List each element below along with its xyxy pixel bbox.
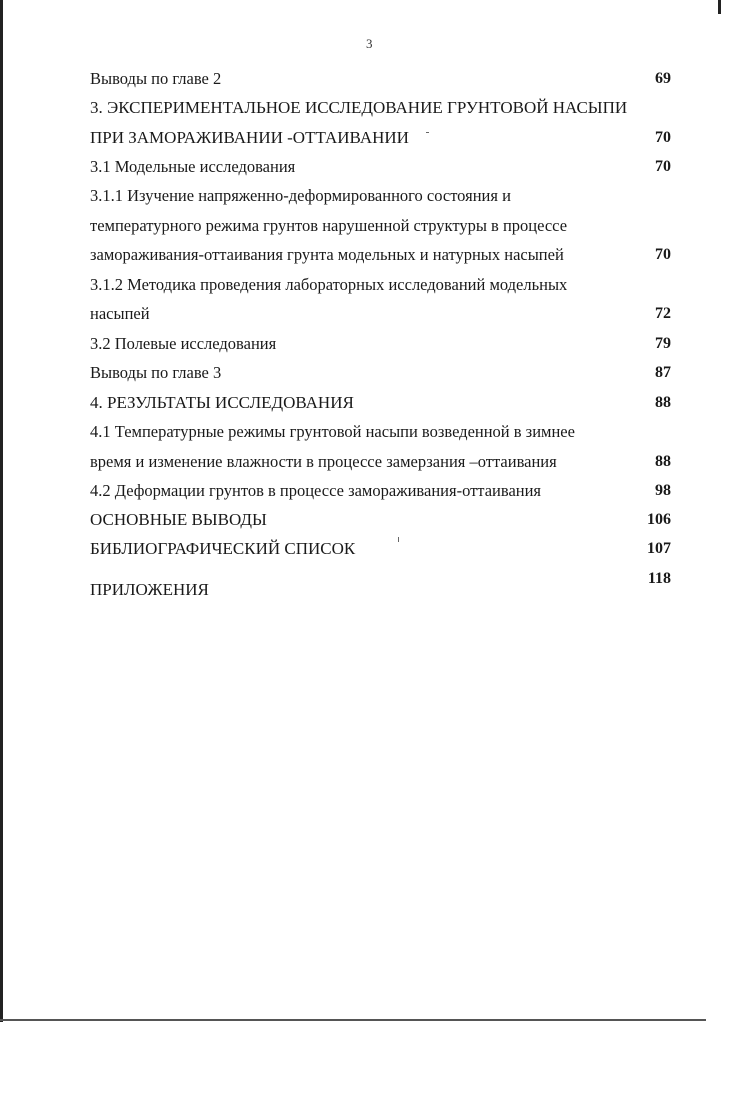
toc-entry-line: 4.1 Температурные режимы грунтовой насыпи возведенной в зимнее: [90, 422, 575, 441]
toc-page-number: 72: [655, 305, 671, 322]
toc-page-number: 79: [655, 335, 671, 352]
toc-entry-line: ОСНОВНЫЕ ВЫВОДЫ: [90, 510, 267, 529]
toc-page-number: 87: [655, 364, 671, 381]
toc-page-number: 70: [655, 129, 671, 146]
toc-entry-line: ПРИ ЗАМОРАЖИВАНИИ -ОТТАИВАНИИ: [90, 128, 409, 147]
toc-entry-line: БИБЛИОГРАФИЧЕСКИЙ СПИСОК: [90, 539, 356, 558]
toc-page-number: 107: [647, 540, 671, 557]
toc-entry-line: 4. РЕЗУЛЬТАТЫ ИССЛЕДОВАНИЯ: [90, 393, 354, 412]
toc-entry-line: 3.2 Полевые исследования: [90, 334, 277, 353]
toc-page-number: 70: [655, 158, 671, 175]
scan-bottom-edge: [0, 1019, 706, 1021]
scan-speck: [426, 132, 429, 133]
toc-page-number: 70: [655, 246, 671, 263]
scan-speck: [398, 537, 399, 542]
toc-page-number: 118: [647, 570, 671, 587]
toc-entry-line: насыпей: [90, 304, 150, 323]
scan-left-edge: [0, 0, 3, 1022]
toc-entry-line: 3.1 Модельные исследования: [90, 157, 296, 176]
toc-entry-line: время и изменение влажности в процессе замерзания –оттаивания: [90, 452, 557, 471]
toc-entry-line: температурного режима грунтов нарушенной структуры в процессе: [90, 216, 568, 235]
toc-entry-line: Выводы по главе 2: [90, 69, 222, 88]
page-number: 3: [366, 36, 373, 51]
toc-entry-line: 4.2 Деформации грунтов в процессе замораживания-оттаивания: [90, 481, 542, 500]
toc-page-number: 98: [655, 482, 671, 499]
toc-entry-line: 3.1.2 Методика проведения лабораторных исследований модельных: [90, 275, 568, 294]
toc-page-number: 106: [647, 511, 671, 528]
toc-page-number: 88: [655, 394, 671, 411]
toc-entry-line: ПРИЛОЖЕНИЯ: [90, 580, 209, 599]
scan-corner-mark: [718, 0, 721, 14]
toc-page-number: 88: [655, 453, 671, 470]
toc-entry-line: Выводы по главе 3: [90, 363, 222, 382]
toc-entry-line: 3. ЭКСПЕРИМЕНТАЛЬНОЕ ИССЛЕДОВАНИЕ ГРУНТОВОЙ НАСЫПИ: [90, 98, 628, 117]
toc-entry-line: 3.1.1 Изучение напряженно-деформированного состояния и: [90, 186, 511, 205]
toc-entry-line: замораживания-оттаивания грунта модельных и натурных насыпей: [90, 245, 564, 264]
toc-page-number: 69: [655, 70, 671, 87]
